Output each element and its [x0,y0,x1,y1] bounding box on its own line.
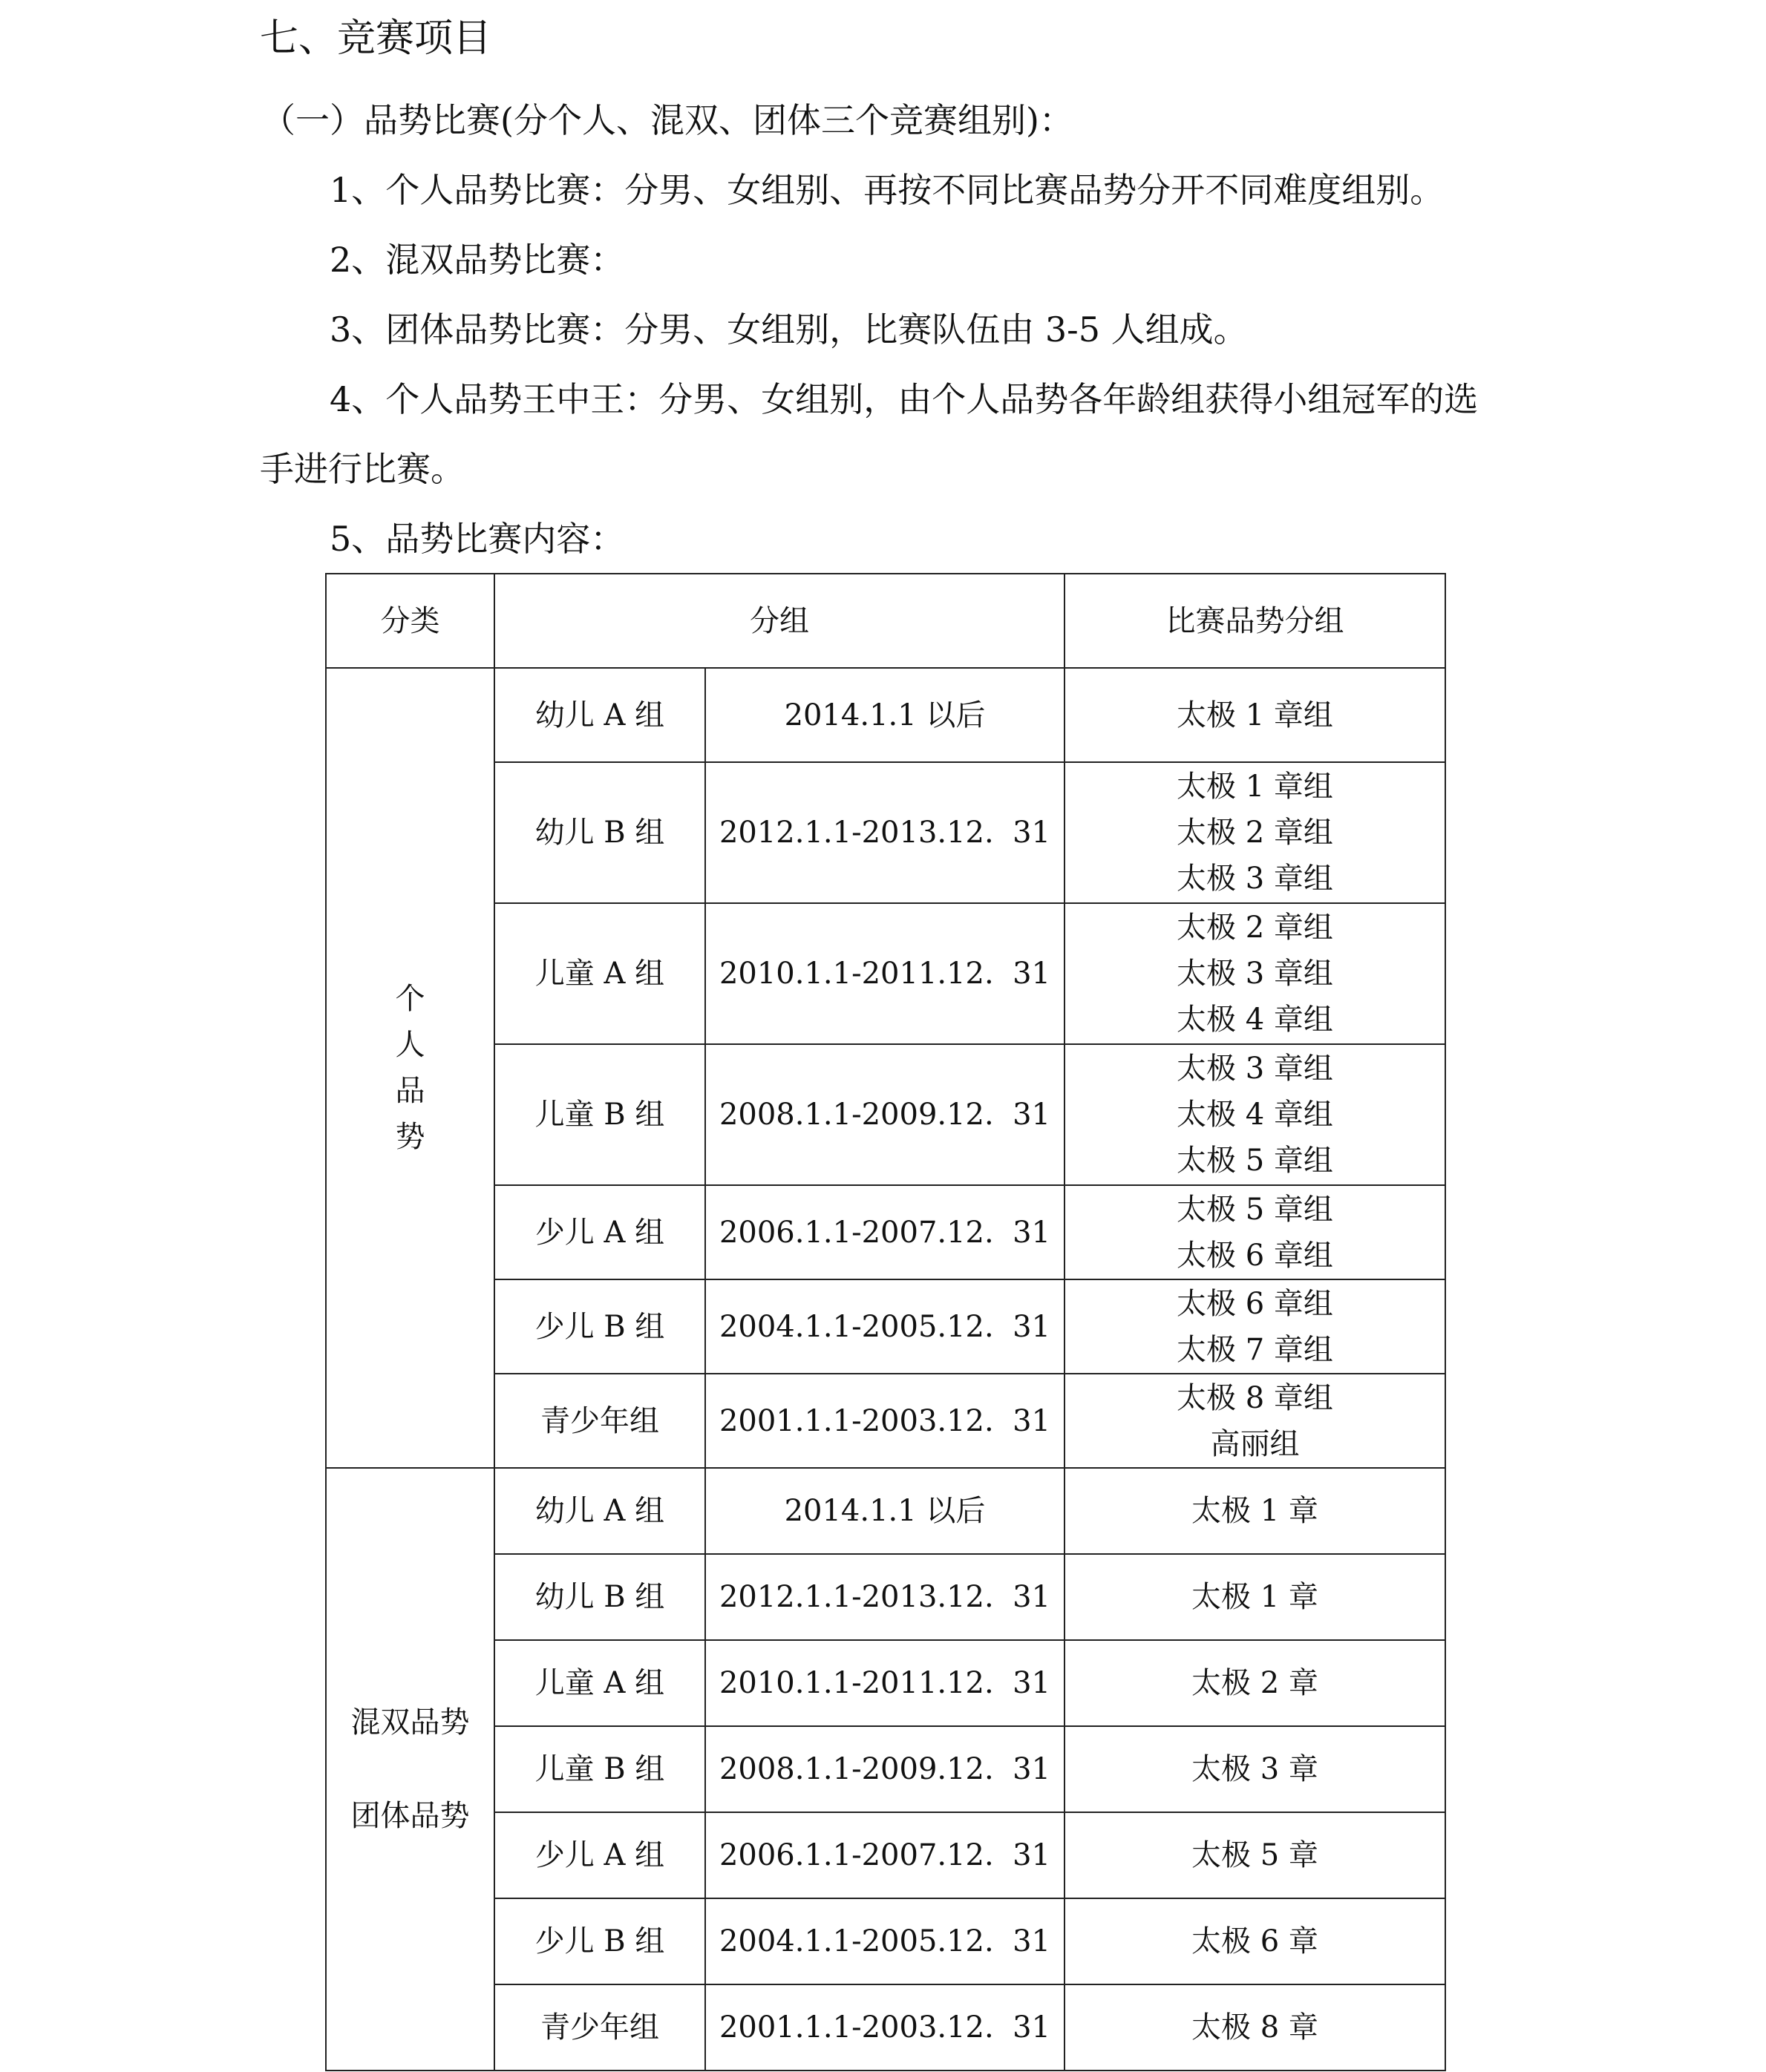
table-row [326,1185,1445,1279]
item-4-line-2: 手进行比赛。 [260,449,465,489]
group-cell: 少儿 A 组 [494,1185,705,1279]
item-3: 3、团体品势比赛：分男、女组别，比赛队伍由 3-5 人组成。 [330,309,1248,350]
form-item: 太极 2 章组 [1177,816,1333,850]
group-cell: 幼儿 A 组 [494,1468,705,1554]
dates-cell: 2012.1.1-2013.12. 31 [705,1554,1064,1640]
team-category-cell [326,1468,494,2071]
form-item: 太极 7 章组 [1177,1332,1333,1367]
dates-cell: 2006.1.1-2007.12. 31 [705,1812,1064,1898]
form-item: 太极 6 章 [1191,1924,1318,1958]
category-line: 团体品势 [350,1799,470,1833]
forms-cell [1064,1726,1445,1812]
dates-cell: 2004.1.1-2005.12. 31 [705,1279,1064,1374]
dates-cell: 2008.1.1-2009.12. 31 [705,1044,1064,1185]
forms-cell [1064,1279,1445,1374]
forms-cell [1064,1898,1445,1984]
item-5: 5、品势比赛内容： [330,519,625,559]
forms-cell [1064,1554,1445,1640]
team-section [326,1468,1445,2071]
item-4-line-1: 4、个人品势王中王：分男、女组别，由个人品势各年龄组获得小组冠军的选 [330,379,1479,419]
section-title: 七、竞赛项目 [260,16,492,61]
form-item: 太极 3 章组 [1177,862,1333,896]
form-item: 太极 1 章组 [1177,770,1333,804]
table-row [326,1640,1445,1726]
group-cell: 儿童 B 组 [494,1044,705,1185]
forms-cell [1064,1640,1445,1726]
dates-cell: 2012.1.1-2013.12. 31 [705,762,1064,903]
header-group: 分组 [494,574,1064,668]
form-item: 太极 2 章 [1191,1666,1318,1700]
forms-cell [1064,668,1445,762]
category-line: 混双品势 [350,1705,470,1740]
dates-cell: 2004.1.1-2005.12. 31 [705,1898,1064,1984]
table-row [326,1554,1445,1640]
table-row [326,1984,1445,2071]
table-row [326,1812,1445,1898]
forms-cell [1064,1044,1445,1185]
table-row [326,1279,1445,1374]
group-cell: 青少年组 [494,1984,705,2071]
table-row [326,668,1445,762]
forms-cell [1064,762,1445,903]
forms-cell [1064,1984,1445,2071]
dates-cell: 2001.1.1-2003.12. 31 [705,1374,1064,1468]
subsection-title: （一）品势比赛(分个人、混双、团体三个竞赛组别)： [261,100,1073,140]
group-cell: 幼儿 B 组 [494,762,705,903]
forms-cell [1064,1374,1445,1468]
group-cell: 幼儿 A 组 [494,668,705,762]
competition-table [325,573,1446,2071]
group-cell: 儿童 A 组 [494,1640,705,1726]
form-item: 太极 3 章 [1191,1752,1318,1786]
dates-cell: 2014.1.1 以后 [705,1468,1064,1554]
form-item: 太极 2 章组 [1177,911,1333,945]
form-item: 太极 3 章组 [1177,957,1333,991]
form-item: 太极 1 章 [1191,1580,1318,1614]
form-item: 太极 1 章组 [1177,698,1333,732]
forms-cell [1064,1812,1445,1898]
dates-cell: 2014.1.1 以后 [705,668,1064,762]
group-cell: 儿童 B 组 [494,1726,705,1812]
group-cell: 少儿 B 组 [494,1279,705,1374]
table-row [326,1726,1445,1812]
form-item: 太极 4 章组 [1177,1003,1333,1037]
table-row [326,1468,1445,1554]
form-item: 太极 5 章组 [1177,1144,1333,1178]
individual-category-cell [326,668,494,1468]
dates-cell: 2010.1.1-2011.12. 31 [705,903,1064,1044]
form-item: 高丽组 [1210,1426,1300,1461]
table-row [326,1044,1445,1185]
forms-cell [1064,1185,1445,1279]
group-cell: 少儿 B 组 [494,1898,705,1984]
form-item: 太极 5 章组 [1177,1192,1333,1227]
category-char: 势 [395,1120,425,1154]
item-1: 1、个人品势比赛：分男、女组别、再按不同比赛品势分开不同难度组别。 [330,170,1445,210]
form-item: 太极 4 章组 [1177,1098,1333,1132]
dates-cell: 2010.1.1-2011.12. 31 [705,1640,1064,1726]
dates-cell: 2001.1.1-2003.12. 31 [705,1984,1064,2071]
individual-section [326,668,1445,1468]
header-category: 分类 [326,574,494,668]
table-row [326,762,1445,903]
group-cell: 少儿 A 组 [494,1812,705,1898]
table-row [326,1374,1445,1468]
form-item: 太极 6 章组 [1177,1238,1333,1273]
category-char: 人 [395,1028,425,1062]
forms-cell [1064,1468,1445,1554]
header-forms: 比赛品势分组 [1064,574,1445,668]
dates-cell: 2008.1.1-2009.12. 31 [705,1726,1064,1812]
category-char: 品 [395,1074,425,1108]
category-char: 个 [395,982,425,1016]
form-item: 太极 8 章 [1191,2010,1318,2045]
table-row [326,1898,1445,1984]
form-item: 太极 8 章组 [1177,1380,1333,1415]
form-item: 太极 5 章 [1191,1838,1318,1872]
item-2: 2、混双品势比赛： [330,240,625,280]
forms-cell [1064,903,1445,1044]
table-header-row [326,574,1445,668]
dates-cell: 2006.1.1-2007.12. 31 [705,1185,1064,1279]
form-item: 太极 3 章组 [1177,1052,1333,1086]
form-item: 太极 1 章 [1191,1494,1318,1528]
group-cell: 儿童 A 组 [494,903,705,1044]
group-cell: 幼儿 B 组 [494,1554,705,1640]
table-row [326,903,1445,1044]
group-cell: 青少年组 [494,1374,705,1468]
form-item: 太极 6 章组 [1177,1286,1333,1321]
